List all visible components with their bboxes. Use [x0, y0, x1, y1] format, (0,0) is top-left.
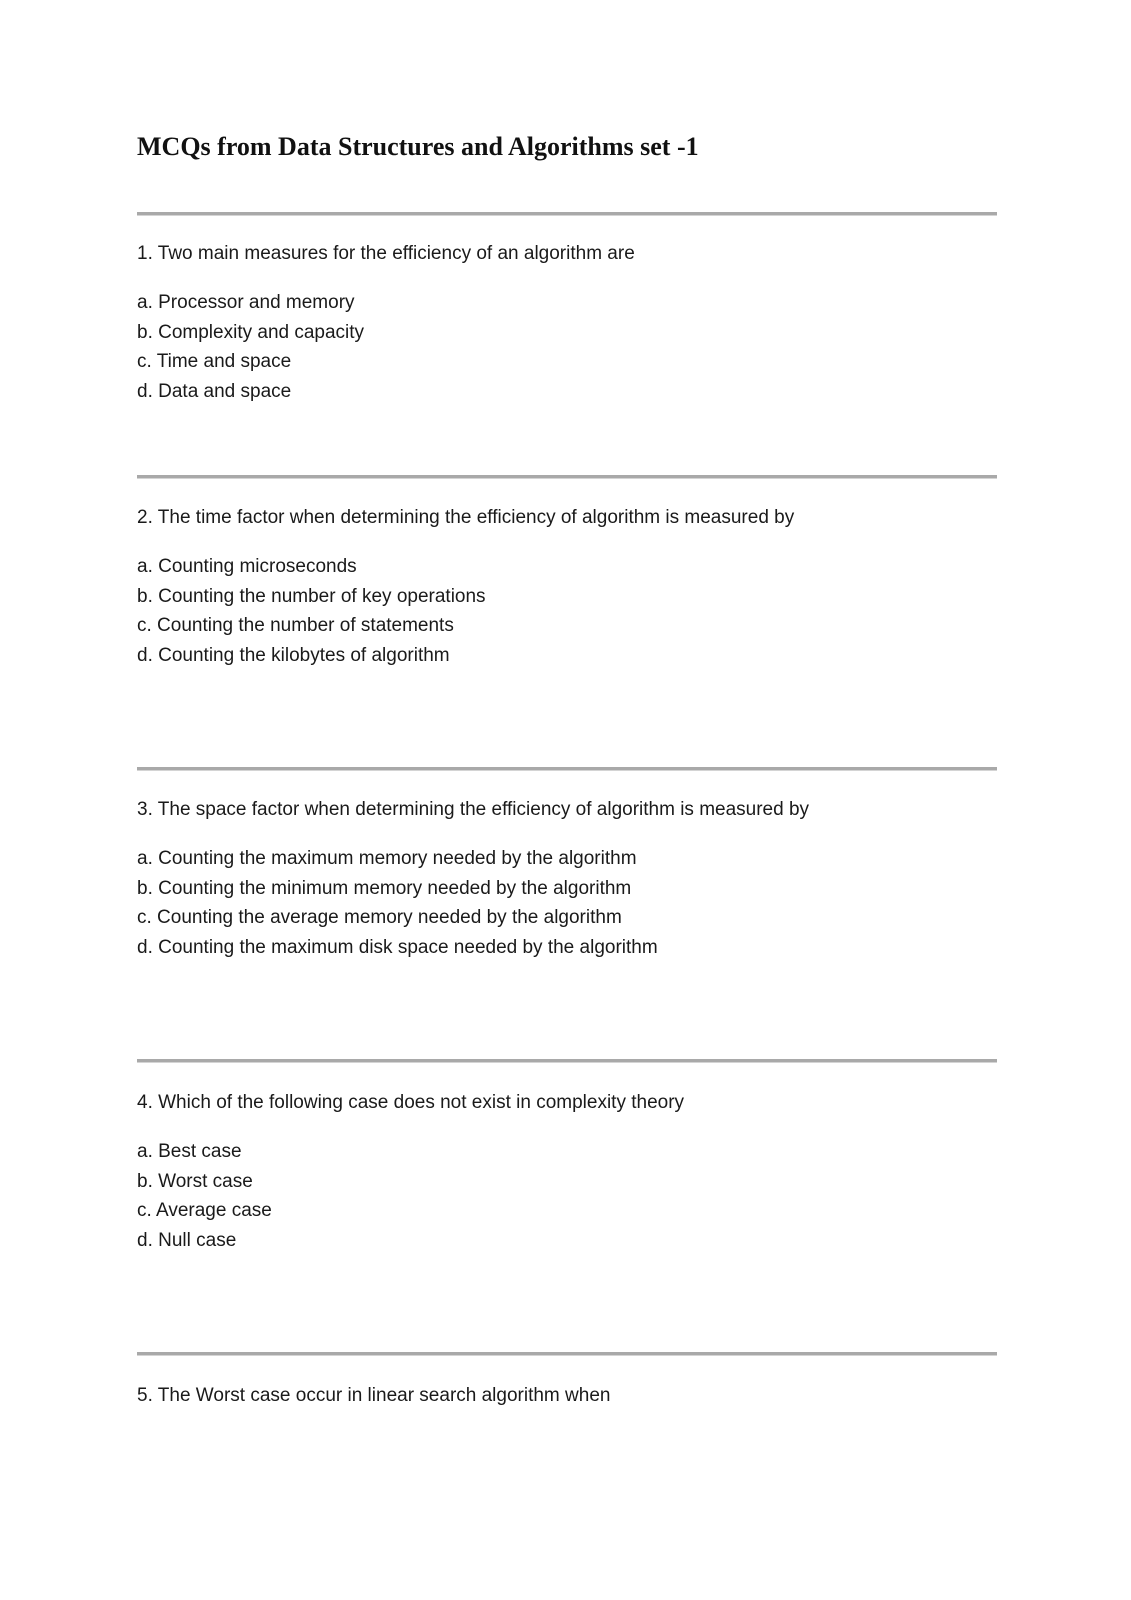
question-1-text: 1. Two main measures for the efficiency of an algorithm are — [137, 243, 635, 264]
question-4-option-c: c. Average case — [137, 1200, 272, 1221]
section-divider — [137, 1059, 997, 1063]
section-divider — [137, 212, 997, 216]
question-2-option-c: c. Counting the number of statements — [137, 615, 454, 636]
question-2-option-d: d. Counting the kilobytes of algorithm — [137, 644, 450, 666]
question-3-options — [137, 844, 658, 962]
question-3-text: 3. The space factor when determining the efficiency of algorithm is measured by — [137, 799, 810, 820]
section-divider — [137, 767, 997, 771]
question-4-option-a: a. Best case — [137, 1141, 242, 1162]
question-3-option-d: d. Counting the maximum disk space needed by the algorithm — [137, 936, 658, 958]
question-4-option-b: b. Worst case — [137, 1170, 253, 1192]
question-4-options — [137, 1137, 272, 1255]
question-2-option-b: b. Counting the number of key operations — [137, 585, 486, 607]
section-divider — [137, 1352, 997, 1356]
question-1-option-b: b. Complexity and capacity — [137, 321, 365, 343]
question-1-option-c: c. Time and space — [137, 351, 292, 372]
question-2-option-a: a. Counting microseconds — [137, 556, 357, 577]
question-1-option-a: a. Processor and memory — [137, 292, 355, 313]
question-2-options — [137, 552, 486, 670]
question-3-option-c: c. Counting the average memory needed by the algorithm — [137, 907, 622, 928]
question-4-option-d: d. Null case — [137, 1229, 237, 1251]
question-5-text: 5. The Worst case occur in linear search algorithm when — [137, 1385, 611, 1406]
question-4-text: 4. Which of the following case does not exist in complexity theory — [137, 1092, 685, 1113]
question-1-options — [137, 288, 364, 406]
question-1-option-d: d. Data and space — [137, 380, 292, 402]
section-divider — [137, 475, 997, 479]
question-3-option-b: b. Counting the minimum memory needed by the algorithm — [137, 877, 632, 899]
question-3-option-a: a. Counting the maximum memory needed by the algorithm — [137, 848, 637, 869]
question-2-text: 2. The time factor when determining the efficiency of algorithm is measured by — [137, 507, 795, 528]
page-title: MCQs from Data Structures and Algorithms set -1 — [137, 132, 699, 161]
